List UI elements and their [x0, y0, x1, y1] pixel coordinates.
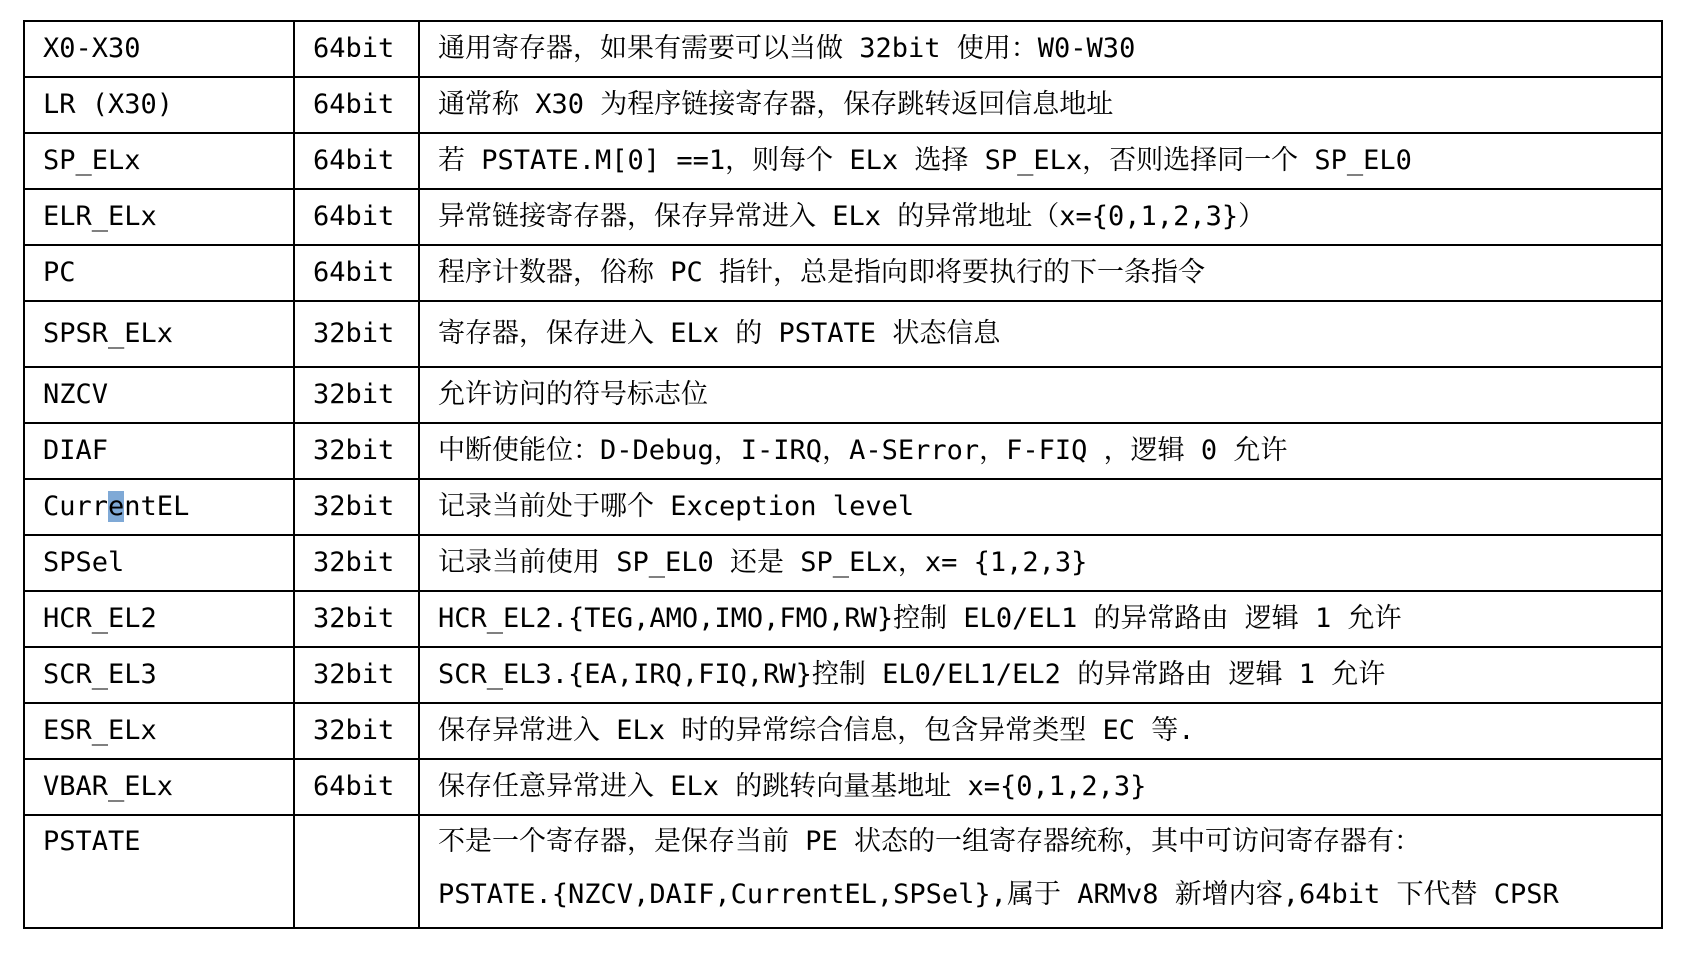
table-row	[24, 189, 1662, 245]
register-width: 32bit	[294, 591, 419, 647]
register-name: LR (X30)	[24, 77, 294, 133]
register-name[interactable]	[24, 479, 294, 535]
register-description: 通用寄存器，如果有需要可以当做 32bit 使用：W0-W30	[419, 21, 1662, 77]
register-name: PC	[24, 245, 294, 301]
register-description: HCR_EL2.{TEG,AMO,IMO,FMO,RW}控制 EL0/EL1 的异常路由 逻辑 1 允许	[419, 591, 1662, 647]
table-row	[24, 301, 1662, 367]
register-description: 中断使能位：D-Debug，I-IRQ，A-SError，F-FIQ ，逻辑 0 允许	[419, 423, 1662, 479]
table-row	[24, 77, 1662, 133]
register-description	[419, 815, 1662, 928]
register-name: SPSR_ELx	[24, 301, 294, 367]
register-description: 记录当前使用 SP_EL0 还是 SP_ELx，x= {1,2,3}	[419, 535, 1662, 591]
register-name-part: ntEL	[124, 491, 190, 523]
register-name: PSTATE	[24, 815, 294, 928]
register-width: 32bit	[294, 301, 419, 367]
register-name: HCR_EL2	[24, 591, 294, 647]
register-description: 保存任意异常进入 ELx 的跳转向量基地址 x={0,1,2,3}	[419, 759, 1662, 815]
register-name: SPSel	[24, 535, 294, 591]
register-width: 64bit	[294, 77, 419, 133]
register-description: 保存异常进入 ELx 时的异常综合信息，包含异常类型 EC 等.	[419, 703, 1662, 759]
description-line: 不是一个寄存器，是保存当前 PE 状态的一组寄存器统称，其中可访问寄存器有：	[438, 826, 1422, 857]
table-row	[24, 759, 1662, 815]
table-row	[24, 815, 1662, 928]
register-width: 32bit	[294, 535, 419, 591]
register-width: 64bit	[294, 189, 419, 245]
description-line: PSTATE.{NZCV,DAIF,CurrentEL,SPSel},属于 ARMv8 新增内容,64bit 下代替 CPSR	[438, 879, 1559, 911]
register-width: 32bit	[294, 647, 419, 703]
register-width	[294, 815, 419, 928]
register-name: VBAR_ELx	[24, 759, 294, 815]
table-row	[24, 423, 1662, 479]
text-selection-highlight[interactable]: e	[108, 491, 125, 523]
register-name: NZCV	[24, 367, 294, 423]
register-width: 64bit	[294, 21, 419, 77]
register-name: ELR_ELx	[24, 189, 294, 245]
register-width: 32bit	[294, 479, 419, 535]
register-name-part: Curr	[43, 491, 109, 523]
register-width: 32bit	[294, 423, 419, 479]
register-name: DIAF	[24, 423, 294, 479]
table-row	[24, 21, 1662, 77]
register-width: 64bit	[294, 133, 419, 189]
table-row	[24, 703, 1662, 759]
register-description: 通常称 X30 为程序链接寄存器，保存跳转返回信息地址	[419, 77, 1662, 133]
register-name: X0-X30	[24, 21, 294, 77]
register-table	[23, 20, 1663, 929]
register-description: 允许访问的符号标志位	[419, 367, 1662, 423]
table-row	[24, 479, 1662, 535]
register-width: 32bit	[294, 703, 419, 759]
table-row	[24, 535, 1662, 591]
register-description: 程序计数器，俗称 PC 指针，总是指向即将要执行的下一条指令	[419, 245, 1662, 301]
table-row	[24, 591, 1662, 647]
register-width: 32bit	[294, 367, 419, 423]
register-name: SCR_EL3	[24, 647, 294, 703]
register-description: 若 PSTATE.M[0] ==1，则每个 ELx 选择 SP_ELx，否则选择同一个 SP_EL0	[419, 133, 1662, 189]
table-row	[24, 133, 1662, 189]
register-description: 记录当前处于哪个 Exception level	[419, 479, 1662, 535]
register-width: 64bit	[294, 245, 419, 301]
register-name: SP_ELx	[24, 133, 294, 189]
register-description: 寄存器，保存进入 ELx 的 PSTATE 状态信息	[419, 301, 1662, 367]
register-name: ESR_ELx	[24, 703, 294, 759]
register-width: 64bit	[294, 759, 419, 815]
table-row	[24, 367, 1662, 423]
register-description: 异常链接寄存器，保存异常进入 ELx 的异常地址（x={0,1,2,3}）	[419, 189, 1662, 245]
table-row	[24, 245, 1662, 301]
register-description: SCR_EL3.{EA,IRQ,FIQ,RW}控制 EL0/EL1/EL2 的异常路由 逻辑 1 允许	[419, 647, 1662, 703]
table-row	[24, 647, 1662, 703]
